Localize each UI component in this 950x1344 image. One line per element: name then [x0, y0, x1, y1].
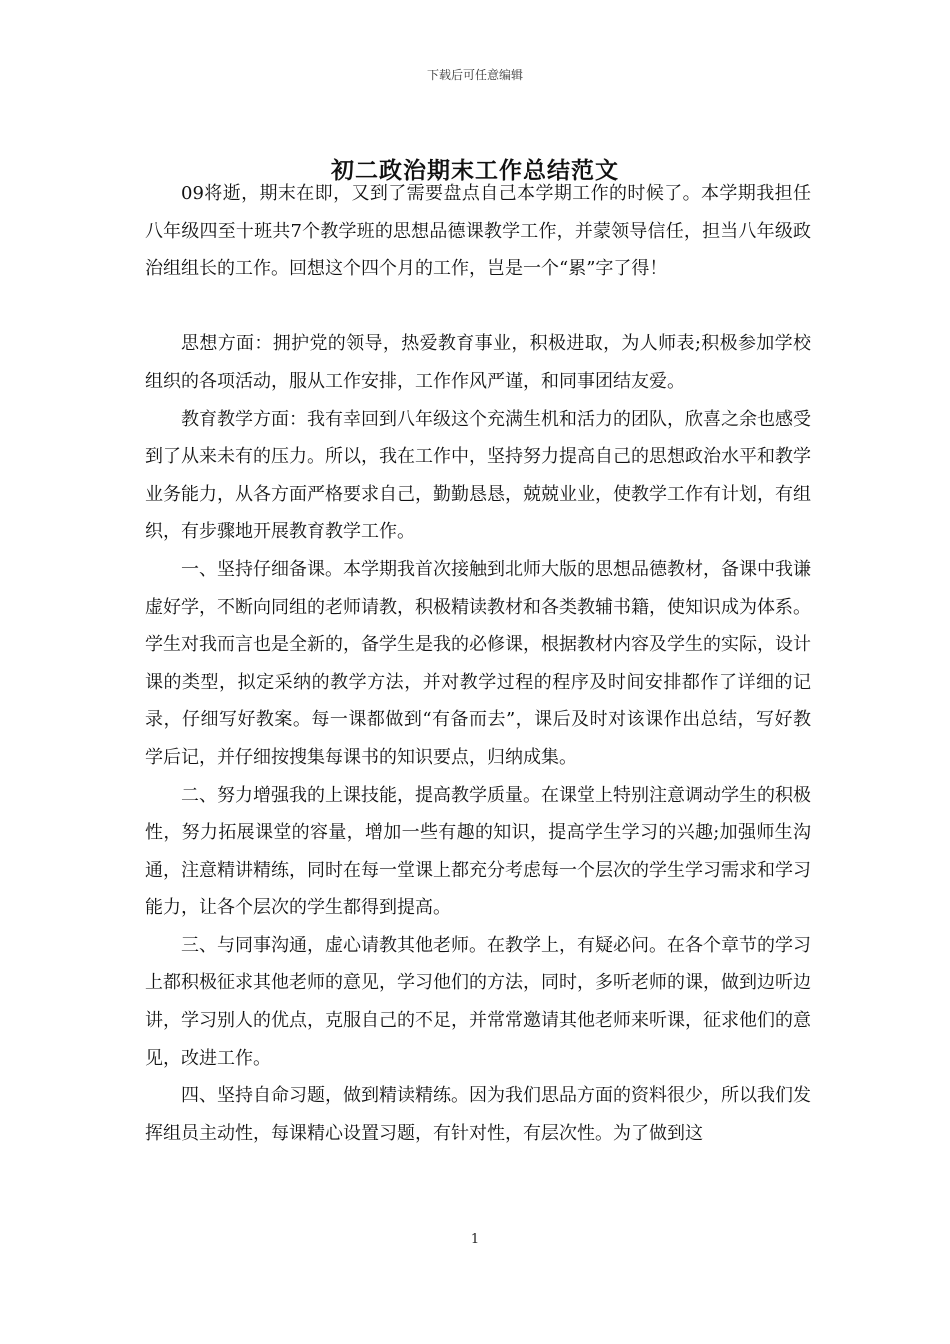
blank-line [145, 288, 811, 326]
paragraph-colleague-communication: 三、与同事沟通，虚心请教其他老师。在教学上，有疑必问。在各个章节的学习上都积极征求其他老师的意见，学习他们的方法，同时，多听老师的课，做到边听边讲，学习别人的优点，克服自己的不足，并常常邀请其他老师来听课，征求他们的意见，改进工作。 [145, 934, 811, 1069]
page-number: 1 [470, 1232, 480, 1247]
document-title: 初二政治期末工作总结范文 [331, 158, 619, 184]
header-note: 下载后可任意编辑 [426, 68, 523, 82]
paragraph-lesson-prep: 一、坚持仔细备课。本学期我首次接触到北师大版的思想品德教材，备课中我谦虚好学，不断向同组的老师请教，积极精读教材和各类教辅书籍，使知识成为体系。学生对我而言也是全新的，备学生是我的必修课，根据教材内容及学生的实际，设计课的类型，拟定采纳的教学方法，并对教学过程的程序及时间安排都作了详细的记录，仔细写好教案。每一课都做到“有备而去”，课后及时对该课作出总结，写好教学后记，并仔细按搜集每课书的知识要点，归纳成集。 [145, 558, 811, 768]
paragraph-intro: 09将逝，期末在即，又到了需要盘点自己本学期工作的时候了。本学期我担任八年级四至十班共7个教学班的思想品德课教学工作，并蒙领导信任，担当八年级政治组组长的工作。回想这个四个月的工作，岂是一个“累”字了得！ [145, 183, 811, 280]
paragraph-exercises: 四、坚持自命习题，做到精读精练。因为我们思品方面的资料很少，所以我们发挥组员主动性，每课精心设置习题，有针对性，有层次性。为了做到这 [145, 1085, 811, 1144]
document-body [145, 175, 811, 1152]
paragraph-teaching-skills: 二、努力增强我的上课技能，提高教学质量。在课堂上特别注意调动学生的积极性，努力拓展课堂的容量，增加一些有趣的知识，提高学生学习的兴趣;加强师生沟通，注意精讲精练，同时在每一堂课上都充分考虑每一个层次的学生学习需求和学习能力，让各个层次的学生都得到提高。 [145, 784, 811, 919]
paragraph-ideology: 思想方面：拥护党的领导，热爱教育事业，积极进取，为人师表;积极参加学校组织的各项活动，服从工作安排，工作作风严谨，和同事团结友爱。 [145, 333, 811, 392]
paragraph-teaching: 教育教学方面：我有幸回到八年级这个充满生机和活力的团队，欣喜之余也感受到了从来未有的压力。所以，我在工作中，坚持努力提高自己的思想政治水平和教学业务能力，从各方面严格要求自己，勤勤恳恳，兢兢业业，使教学工作有计划，有组织，有步骤地开展教育教学工作。 [145, 408, 811, 543]
